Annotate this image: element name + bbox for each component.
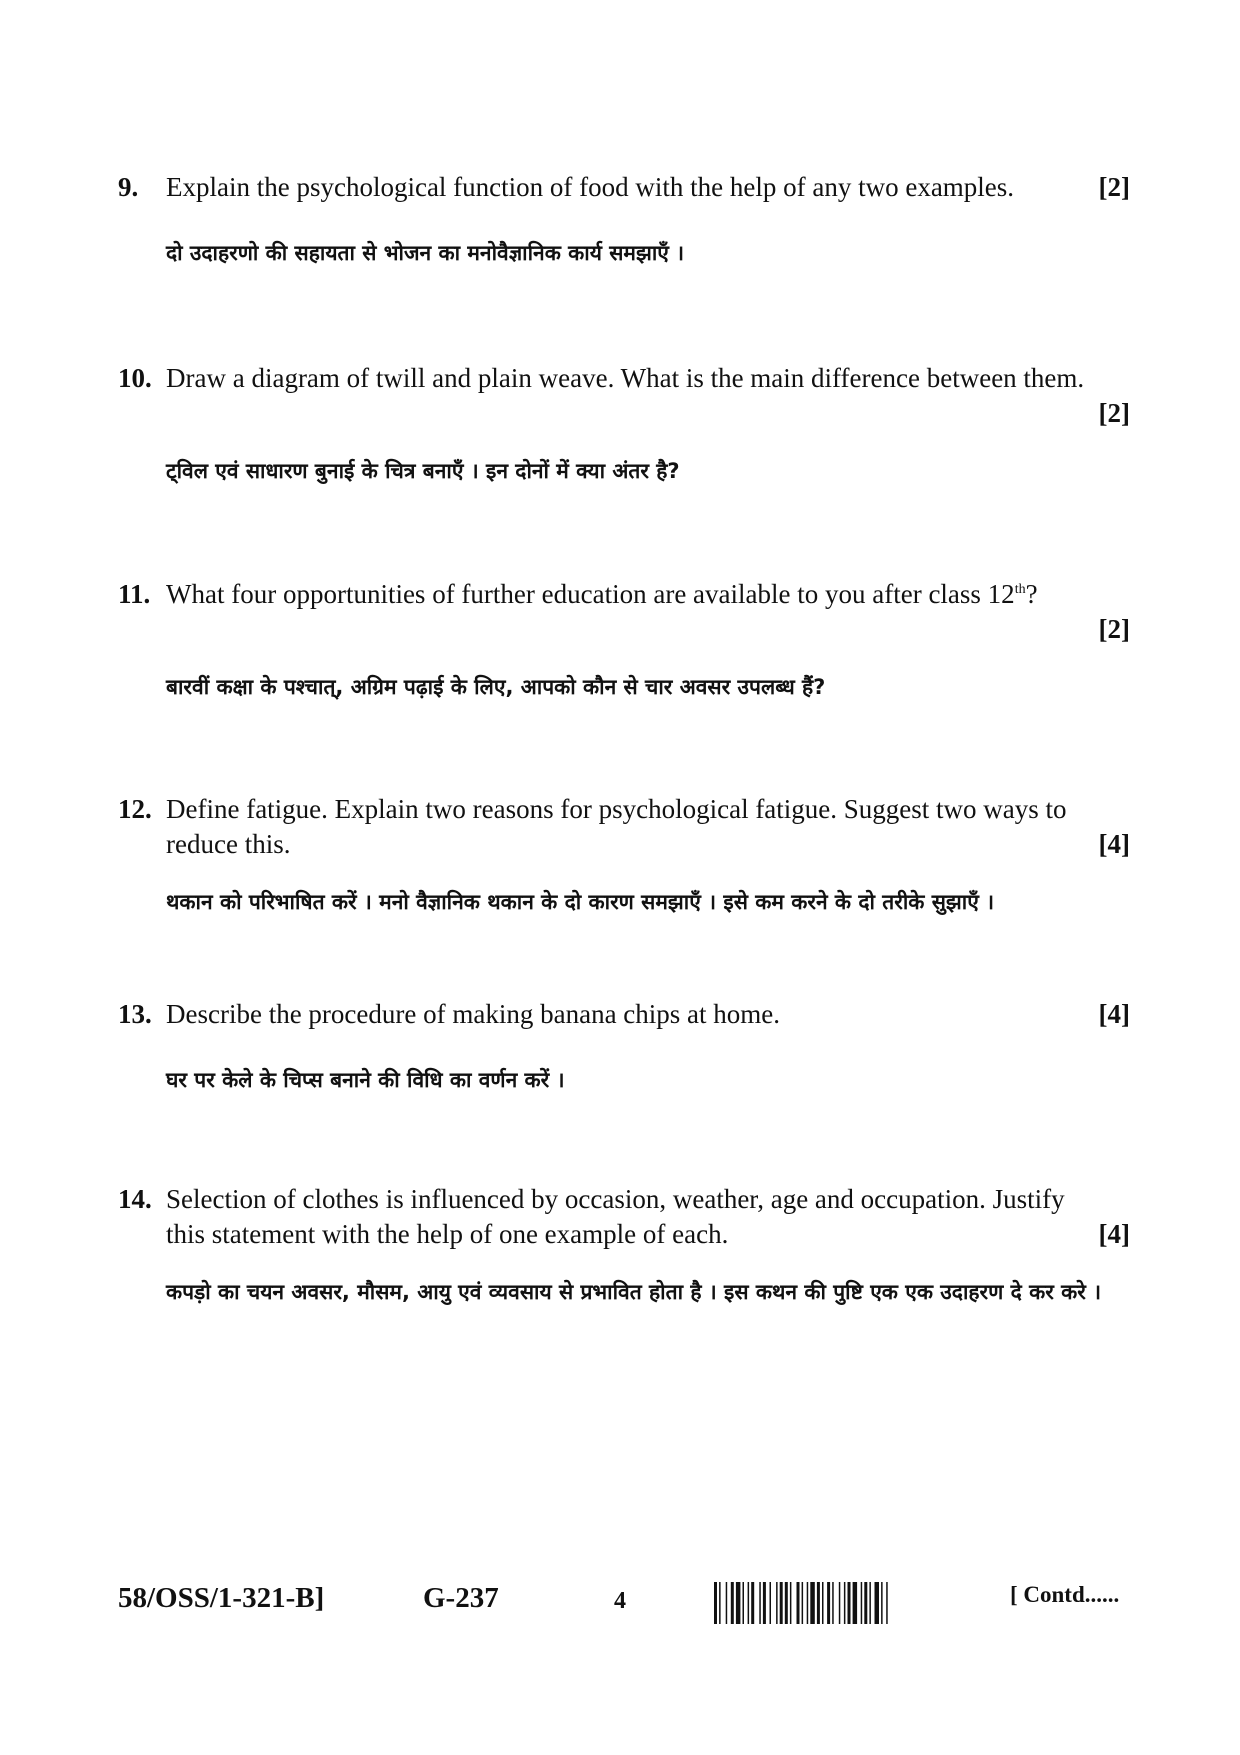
question-text-hindi: दो उदाहरणो की सहायता से भोजन का मनोवैज्ञानिक कार्य समझाएँ ।: [166, 241, 685, 265]
question-10: [118, 361, 1130, 489]
question-text-hindi: ट्विल एवं साधारण बुनाई के चित्र बनाएँ । इन दोनों में क्या अंतर है?: [166, 459, 680, 483]
question-12: [118, 792, 1130, 920]
series-code: G-237: [423, 1582, 499, 1614]
marks-badge: [2]: [1098, 614, 1130, 644]
question-text-english: [118, 997, 1130, 1032]
question-text-english: [118, 361, 1130, 431]
question-body: What four opportunities of further education are available to you after class 12: [166, 579, 1015, 609]
question-14: [118, 1182, 1130, 1310]
question-body: Explain the psychological function of food with the help of any two examples.: [166, 172, 1015, 202]
marks-badge: [4]: [1098, 999, 1130, 1029]
question-text-hindi: घर पर केले के चिप्स बनाने की विधि का वर्णन करें ।: [166, 1068, 565, 1092]
page-number: 4: [614, 1588, 626, 1614]
question-number: 11.: [118, 579, 151, 609]
superscript-th: th: [1014, 582, 1026, 597]
question-number: 10.: [118, 363, 152, 393]
question-11: [118, 577, 1130, 705]
question-number: 12.: [118, 794, 152, 824]
question-text-hindi: कपड़ो का चयन अवसर, मौसम, आयु एवं व्यवसाय से प्रभावित होता है । इस कथन की पुष्टि एक एक उदाहरण दे कर करे ।: [166, 1280, 1102, 1304]
question-text-hindi: थकान को परिभाषित करें । मनो वैज्ञानिक थकान के दो कारण समझाएँ । इसे कम करने के दो तरीके सुझाएँ ।: [166, 890, 995, 914]
question-body: Selection of clothes is influenced by occasion, weather, age and occupation. Justify this statement with the help of one example of each.: [166, 1184, 1065, 1249]
question-text-hindi: बारवीं कक्षा के पश्चात्, अग्रिम पढ़ाई के लिए, आपको कौन से चार अवसर उपलब्ध हैं?: [166, 675, 826, 699]
marks-badge: [4]: [1098, 1219, 1130, 1249]
question-body: Describe the procedure of making banana chips at home.: [166, 999, 781, 1029]
marks-badge: [4]: [1098, 829, 1130, 859]
marks-badge: [2]: [1098, 172, 1130, 202]
marks-badge: [2]: [1098, 398, 1130, 428]
question-13: [118, 997, 1130, 1098]
question-text-english: [118, 170, 1130, 205]
question-9: [118, 170, 1130, 271]
continued-label: [ Contd......: [1010, 1582, 1120, 1607]
question-text-english: [118, 792, 1130, 862]
page-footer: [118, 1582, 1130, 1632]
question-number: 13.: [118, 999, 152, 1029]
question-body: Draw a diagram of twill and plain weave. What is the main difference between them.: [166, 363, 1085, 393]
question-body: Define fatigue. Explain two reasons for psychological fatigue. Suggest two ways to reduce this.: [166, 794, 1067, 859]
question-text-english: [118, 577, 1130, 647]
barcode-icon: [714, 1582, 984, 1624]
question-number: 9.: [118, 172, 139, 202]
question-text-english: [118, 1182, 1130, 1252]
question-body-end: ?: [1025, 579, 1038, 609]
paper-code: 58/OSS/1-321-B]: [118, 1582, 325, 1614]
question-number: 14.: [118, 1184, 152, 1214]
